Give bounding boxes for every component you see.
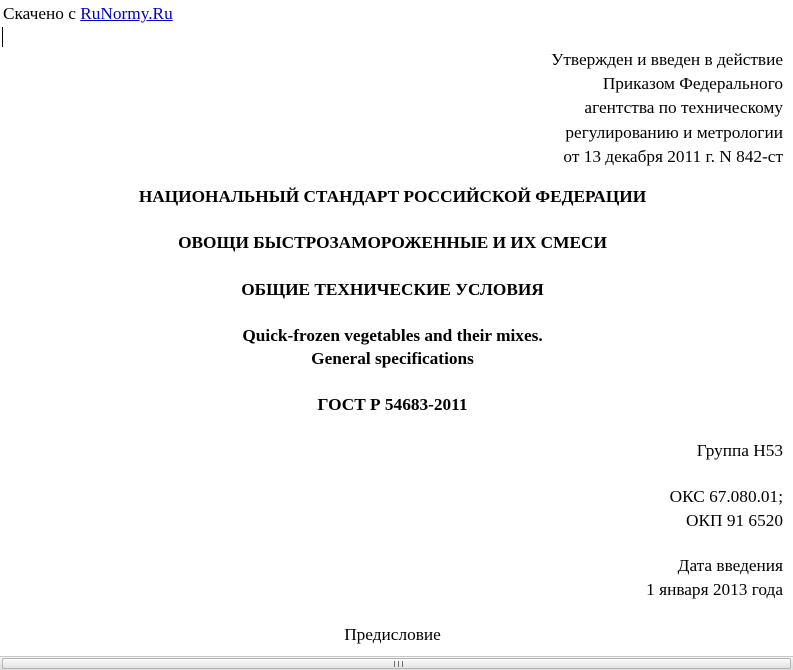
downloaded-prefix: Скачено с — [3, 4, 76, 23]
english-title-line-1: Quick-frozen vegetables and their mixes. — [242, 326, 543, 345]
standard-designation: ГОСТ Р 54683-2011 — [317, 395, 468, 414]
approval-line: Приказом Федерального — [602, 74, 783, 94]
runormy-link[interactable]: RuNormy.Ru — [80, 4, 173, 23]
approval-line: от 13 декабря 2011 г. N 842-ст — [563, 146, 783, 166]
introduction-date-block — [646, 554, 783, 602]
text-cursor — [2, 27, 3, 47]
approval-line: регулированию и метрологии — [565, 122, 783, 142]
standard-type-heading: НАЦИОНАЛЬНЫЙ СТАНДАРТ РОССИЙСКОЙ ФЕДЕРАЦИИ — [138, 187, 647, 206]
grip-icon — [394, 661, 403, 667]
introduction-label: Дата введения — [677, 556, 783, 575]
download-source-line — [3, 3, 173, 25]
classification-codes — [670, 485, 783, 533]
group-code: Группа Н53 — [696, 441, 783, 460]
standard-name-heading: ОВОЩИ БЫСТРОЗАМОРОЖЕННЫЕ И ИХ СМЕСИ — [178, 233, 607, 252]
horizontal-scrollbar[interactable] — [0, 656, 793, 670]
foreword-heading: Предисловие — [344, 625, 441, 644]
okp-code: ОКП 91 6520 — [686, 511, 783, 530]
approval-block — [551, 48, 783, 169]
approval-line: агентства по техническому — [584, 98, 783, 118]
english-title-line-2: General specifications — [311, 349, 474, 368]
standard-subtitle-heading: ОБЩИЕ ТЕХНИЧЕСКИЕ УСЛОВИЯ — [241, 280, 544, 299]
oks-code: ОКС 67.080.01; — [669, 487, 783, 506]
approval-line: Утвержден и введен в действие — [551, 50, 783, 69]
introduction-date: 1 января 2013 года — [646, 580, 783, 599]
scrollbar-thumb[interactable] — [2, 658, 791, 669]
